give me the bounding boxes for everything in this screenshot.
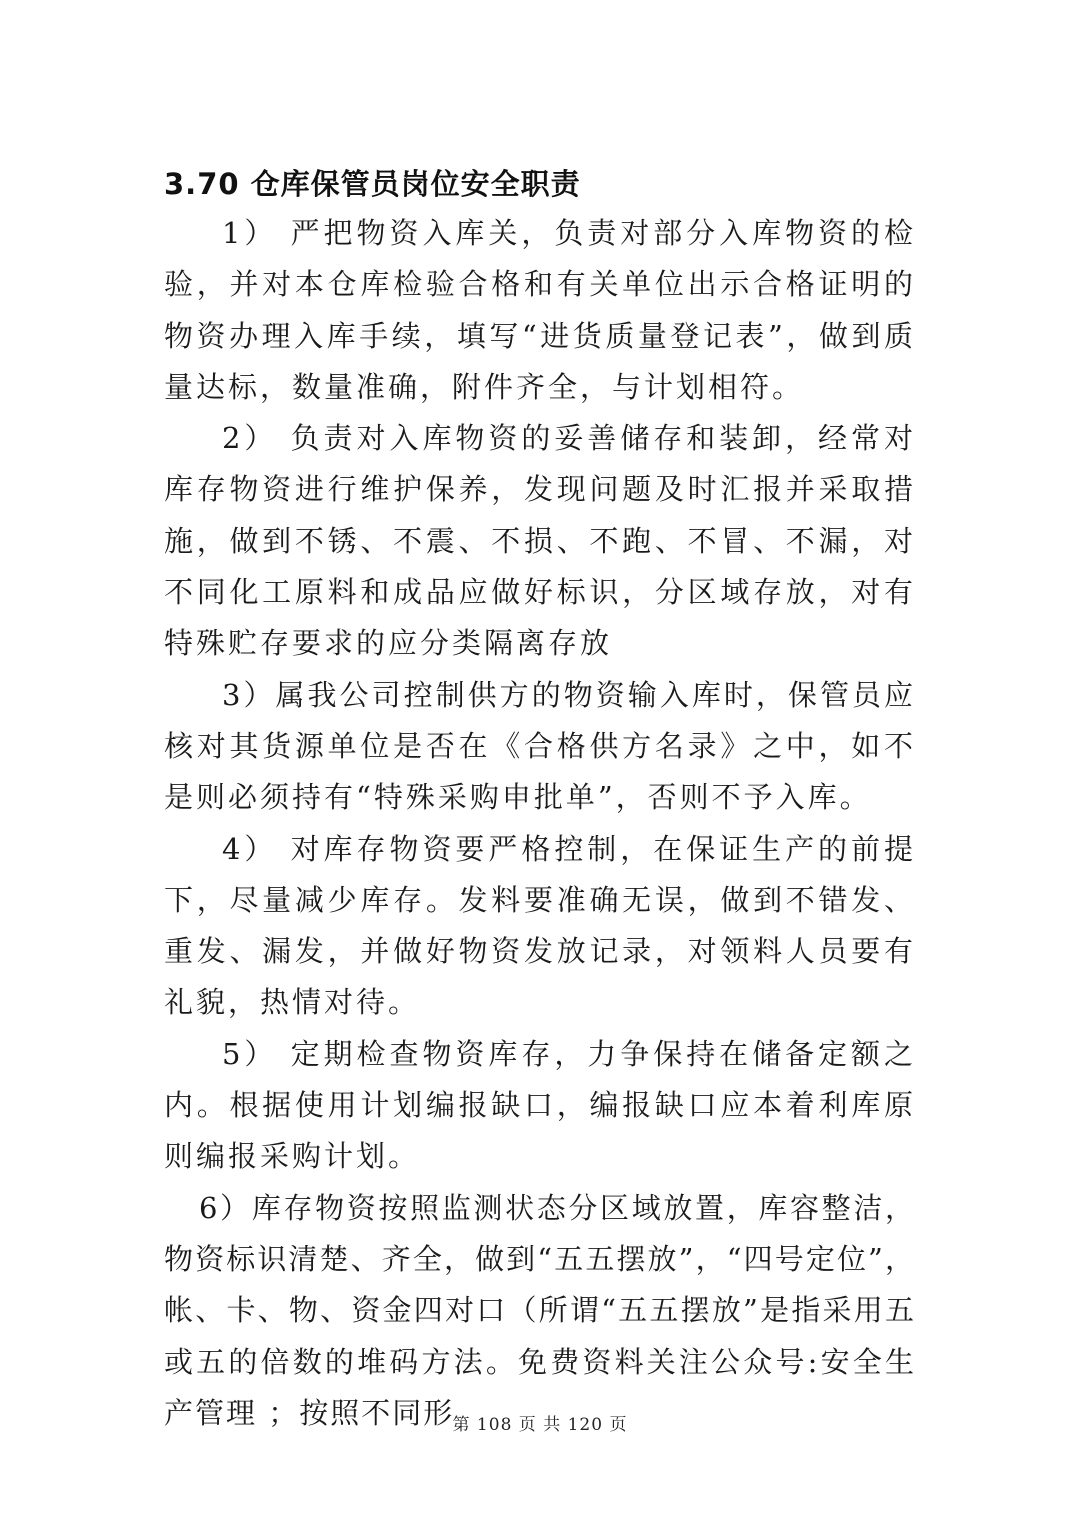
paragraph-6: 6）库存物资按照监测状态分区域放置，库容整洁，物资标识清楚、齐全，做到“五五摆放”，“四号定位”，帐、卡、物、资金四对口（所谓“五五摆放”是指采用五或五的倍数的堆码方法。免费资料关注公众号:安全生产管理 ；按照不同形 (164, 1190, 916, 1430)
paragraph-5: 5） 定期检查物资库存，力争保持在储备定额之内。根据使用计划编报缺口，编报缺口应本着利库原则编报采购计划。 (164, 1036, 916, 1174)
section-heading: 3.70 仓库保管员岗位安全职责 (164, 167, 581, 201)
paragraph-4: 4） 对库存物资要严格控制，在保证生产的前提下，尽量减少库存。发料要准确无误，做到不错发、重发、漏发，并做好物资发放记录，对领料人员要有礼貌，热情对待。 (164, 831, 916, 1020)
document-body (164, 208, 916, 1439)
paragraph-3: 3）属我公司控制供方的物资输入库时，保管员应核对其货源单位是否在《合格供方名录》之中，如不是则必须持有“特殊采购申批单”，否则不予入库。 (164, 677, 916, 815)
page-number-footer: 第 108 页 共 120 页 (452, 1415, 628, 1435)
paragraph-2: 2） 负责对入库物资的妥善储存和装卸，经常对库存物资进行维护保养，发现问题及时汇报并采取措施，做到不锈、不震、不损、不跑、不冒、不漏，对不同化工原料和成品应做好标识，分区域存放，对有特殊贮存要求的应分类隔离存放 (164, 421, 916, 661)
paragraph-1: 1） 严把物资入库关，负责对部分入库物资的检验，并对本仓库检验合格和有关单位出示合格证明的物资办理入库手续，填写“进货质量登记表”，做到质量达标，数量准确，附件齐全，与计划相符。 (164, 216, 916, 404)
